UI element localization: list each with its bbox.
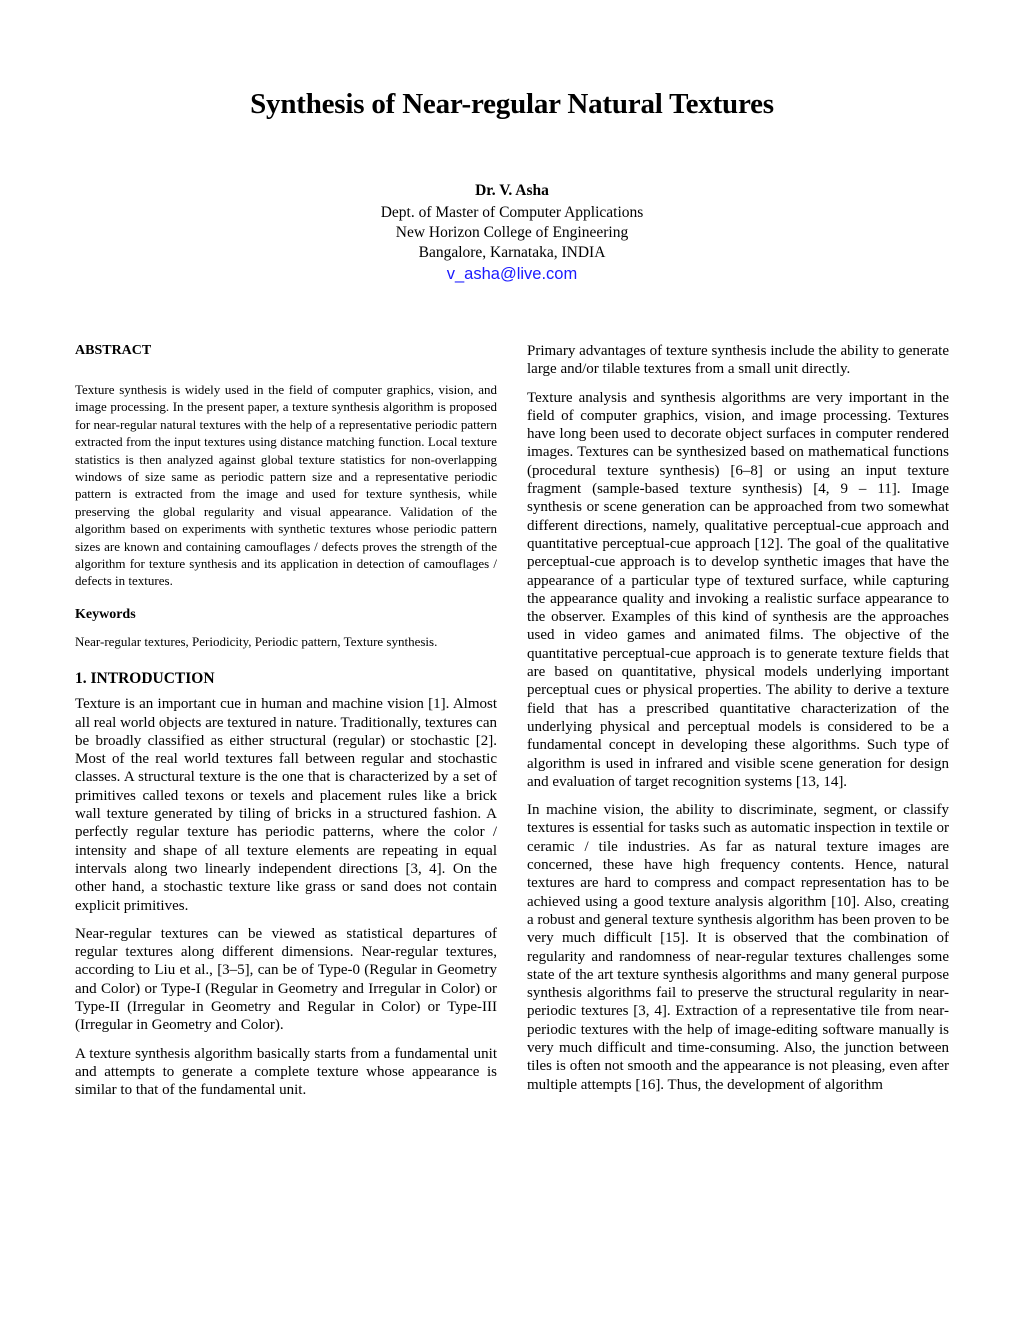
author-email-link[interactable]: v_asha@live.com: [446, 265, 578, 283]
author-college: New Horizon College of Engineering: [395, 224, 629, 241]
abstract-heading: ABSTRACT: [75, 343, 152, 358]
keywords-text: Near-regular textures, Periodicity, Periodic pattern, Texture synthesis.: [75, 633, 438, 649]
body-paragraph: Primary advantages of texture synthesis include the ability to generate large and/or tilable textures from a small unit directly.: [527, 343, 949, 378]
intro-paragraph: Near-regular textures can be viewed as statistical departures of regular textures along different dimensions. Near-regular textures, according to Liu et al., [3–5], can be of Type-0 (Regular in Geometry and Color) or Type-I (Regular in Geometry and Irregular in Color) or Type-II (Irregular in Geometry and Regular in Color) or Type-III (Irregular in Geometry and Color).: [75, 925, 497, 1034]
intro-paragraph: Texture is an important cue in human and machine vision [1]. Almost all real world objects are textured in nature. Traditionally, textures can be broadly classified as either structural (regular) or stochastic [2]. Most of the real world textures fall between regular and stochastic classes. A structural texture is the one that is characterized by a set of primitives called texons or texels and placement rules like a brick wall texture generated by tiling of bricks in a structured fashion. A perfectly regular texture has periodic patterns, where the color / intensity and shape of all texture elements are repeating in equal intervals along two linearly independent directions [3, 4]. On the other hand, a stochastic texture like grass or sand does not contain explicit primitives.: [75, 696, 497, 914]
left-column: [75, 342, 497, 1110]
body-paragraph: In machine vision, the ability to discriminate, segment, or classify textures is essential for tasks such as automatic inspection in textile or ceramic / tile industries. As far as natural texture images are concerned, these have high frequency contents. Hence, natural textures are hard to compress and compact representation has to be achieved using a good texture analysis algorithm [10]. Also, creating a robust and general texture synthesis algorithm has been proven to be very much difficult [15]. It is observed that the combination of regularity and randomness of near-regular textures challenges some state of the art texture synthesis algorithms and many general purpose synthesis algorithms fail to preserve the structural regularity in near-periodic textures [3, 4]. Extraction of a representative tile from near-periodic textures with the help of image-editing software manually is very much difficult and time-consuming. Also, the junction between tiles is often not smooth and the appearance is not pleasing, even after multiple attempts [16]. Thus, the development of algorithm: [527, 802, 949, 1093]
paper-title: Synthesis of Near-regular Natural Textures: [250, 88, 774, 120]
introduction-heading: 1. INTRODUCTION: [75, 670, 215, 688]
author-department: Dept. of Master of Computer Applications: [380, 204, 644, 221]
author-block: [0, 181, 1024, 284]
author-name: Dr. V. Asha: [475, 182, 549, 199]
keywords-heading: Keywords: [75, 606, 136, 622]
author-location: Bangalore, Karnataka, INDIA: [418, 244, 606, 261]
abstract-text: Texture synthesis is widely used in the field of computer graphics, vision, and image processing. In the present paper, a texture synthesis algorithm is proposed for near-regular natural textures with the help of a representative periodic pattern extracted from the input textures using distance matching function. Local texture statistics is then analyzed against global texture statistics for non-overlapping windows of size same as periodic pattern size and a representative periodic pattern is extracted from the image and used for texture synthesis, while preserving the global regularity and visual appearance. Validation of the algorithm based on experiments with synthetic textures whose periodic pattern sizes are known and containing camouflages / defects proves the strength of the algorithm for texture synthesis and its application in detection of camouflages / defects in textures.: [75, 382, 497, 589]
intro-paragraph: A texture synthesis algorithm basically starts from a fundamental unit and attempts to generate a complete texture whose appearance is similar to that of the fundamental unit.: [75, 1045, 497, 1099]
body-paragraph: Texture analysis and synthesis algorithms are very important in the field of computer graphics, vision, and image processing. Textures have long been used to decorate object surfaces in computer rendered images. Textures can be synthesized based on mathematical functions (procedural texture synthesis) [6–8] or using an input texture fragment (sample-based texture synthesis) [4, 9 – 11]. Image synthesis or scene generation can be approached from two somewhat different directions, namely, qualitative perceptual-cue approach and quantitative perceptual-cue approach [12]. The goal of the qualitative perceptual-cue approach is to develop synthetic images that have the appearance of a particular type of textured surface, while capturing the appearance quality and invoking a realistic surface appearance to the observer. Examples of this kind of synthesis are the approaches used in video games and animated films. The objective of the quantitative perceptual-cue approach is to generate texture fields that are based on quantitative, physical models underlying important perceptual cues or physical properties. The ability to derive a texture field that has a prescribed quantitative characterization of the underlying physical and perceptual models is considered to be a fundamental concept in developing these algorithms. Such type of algorithm is used in infrared and visible scene generation for design and evaluation of target recognition systems [13, 14].: [527, 389, 949, 790]
right-column: [527, 342, 949, 1104]
